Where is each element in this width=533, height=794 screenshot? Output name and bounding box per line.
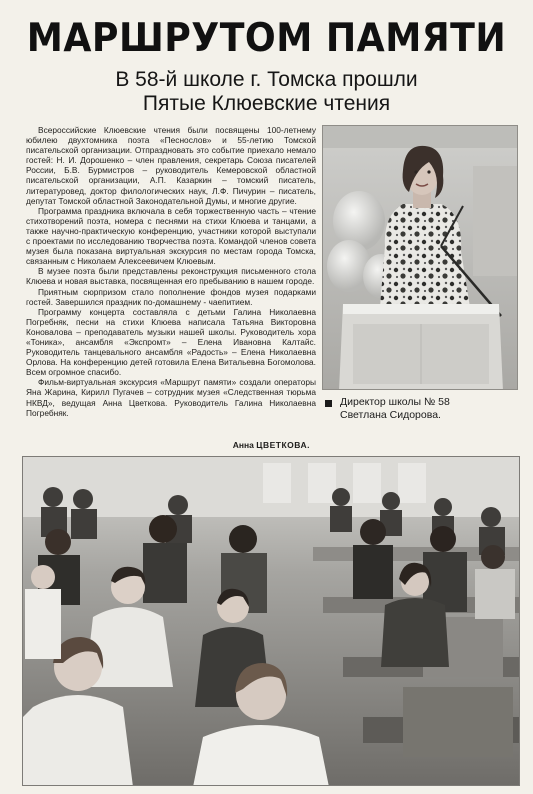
subheadline — [60, 68, 473, 116]
byline-first-name: Анна — [232, 440, 254, 450]
audience-photo — [22, 456, 520, 786]
article-paragraph: В музее поэта были представлены реконструкция письменного стола Клюева и новая выставка, посвященная его пребыванию в нашем городе. — [26, 266, 316, 287]
audience-photo-image — [23, 457, 520, 786]
headline: МАРШРУТОМ ПАМЯТИ — [26, 16, 507, 61]
caption-line-1: Директор школы № 58 — [340, 396, 450, 408]
byline — [200, 440, 310, 450]
article-paragraph: Программа праздника включала в себя торжественную часть – чтение стихотворений поэта, номера с песнями на стихи Клюева и танцами, а также научно-практическую конференцию, участники которой выступали с проектами по исследованию творчества поэта. Командой членов совета музея была показана виртуальная экскурсия по местам города Томска, связанным с Николаем Алексеевичем Клюевым. — [26, 205, 316, 267]
article-paragraph: Программу концерта составляла с детьми Галина Николаевна Погребняк, песни на стихи Клюева написала Татьяна Викторовна Коновалова – преподаватель музыки нашей школы. Руководитель хора «Тоника», ансамбля «Экспромт» – Елена Ивановна Калтайс. Руководитель танцевального ансамбля «Радость» – Елена Николаевна Орлова. На конференцию детей готовила Елена Витальевна Богомолова. Всем огромное спасибо. — [26, 306, 316, 378]
article-paragraph: Фильм-виртуальная экскурсия «Маршрут памяти» создали операторы Яна Жарина, Кирилл Пугачев – сотрудник музея «Следственная тюрьма НКВД», ведущая Анна Цветкова. Руководитель Галина Николаевна Погребняк. — [26, 377, 316, 418]
byline-last-name: ЦВЕТКОВА. — [256, 440, 310, 450]
article-paragraph: Всероссийские Клюевские чтения были посвящены 100-летнему юбилею двухтомника поэта «Песнослов» и 55-летию Томской писательской организации. Отпраздновать это событие приехало немало гостей: Н. И. Дорошенко – член правления, секретарь Союза писателей России, Б.В. Бурмистров – руководитель Кемеровской областной писательской организации, А.П. Казаркин – томский писатель, литературовед, доктор филологических наук, Л.Ф. Пичурин – писатель, депутат Томской областной Законодательной Думы, и многие другие. — [26, 125, 316, 206]
caption-line-2: Светлана Сидорова. — [340, 409, 441, 421]
article-body — [26, 125, 316, 455]
article-paragraph: Приятным сюрпризом стало пополнение фондов музея подарками гостей. Завершился праздник по-домашнему - чаепитием. — [26, 286, 316, 307]
subheadline-line-2: Пятые Клюевские чтения — [142, 92, 391, 115]
subheadline-line-1: В 58-й школе г. Томска прошли — [115, 68, 418, 91]
photo-caption — [340, 396, 520, 422]
caption-bullet-icon — [325, 400, 332, 407]
director-photo-image — [323, 126, 518, 390]
director-photo — [322, 125, 518, 390]
